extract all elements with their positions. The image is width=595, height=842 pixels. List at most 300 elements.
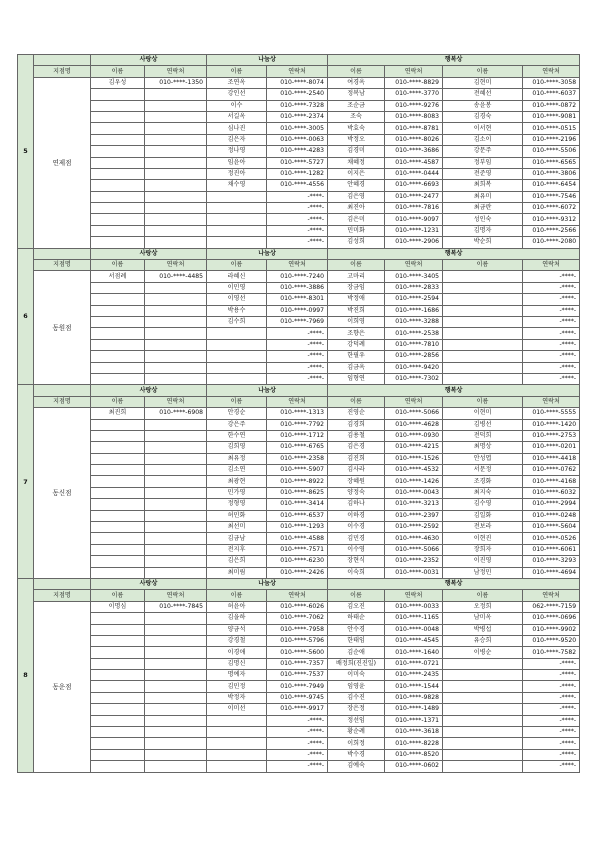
love-phone xyxy=(145,624,207,635)
love-name xyxy=(91,89,145,100)
happy-name: 이병순 xyxy=(443,647,523,658)
happy-name: 이숙희 xyxy=(328,567,385,578)
happy-name: 조경화 xyxy=(443,476,523,487)
happy-name: 장혜원 xyxy=(328,476,385,487)
table-row xyxy=(18,214,580,225)
love-phone xyxy=(145,453,207,464)
love-phone: 010-****-4485 xyxy=(145,271,207,282)
column-header: 연락처 xyxy=(145,590,207,601)
share-phone: 010-****-6765 xyxy=(267,442,328,453)
love-name xyxy=(91,339,145,350)
share-name: 강은주 xyxy=(207,419,267,430)
love-name xyxy=(91,749,145,760)
happy-phone: 010-****-3058 xyxy=(523,77,580,88)
group-header-row xyxy=(18,578,580,589)
happy-name: 이현진 xyxy=(443,533,523,544)
love-name xyxy=(91,613,145,624)
share-name xyxy=(207,761,267,772)
column-header: 이름 xyxy=(443,260,523,271)
happy-phone: 010-****-4630 xyxy=(385,533,443,544)
love-phone xyxy=(145,567,207,578)
love-name xyxy=(91,522,145,533)
love-name xyxy=(91,294,145,305)
love-phone xyxy=(145,749,207,760)
happy-phone: -****- xyxy=(523,294,580,305)
table-row xyxy=(18,692,580,703)
column-header: 연락처 xyxy=(523,396,580,407)
love-phone xyxy=(145,419,207,430)
happy-phone: 010-****-0248 xyxy=(523,510,580,521)
group-header-happy: 행복상 xyxy=(328,248,580,259)
love-phone xyxy=(145,635,207,646)
love-name xyxy=(91,510,145,521)
happy-name: 김사라 xyxy=(328,465,385,476)
happy-name: 남미옥 xyxy=(443,613,523,624)
happy-phone: 010-****-8781 xyxy=(385,123,443,134)
happy-phone: 010-****-7546 xyxy=(523,191,580,202)
share-phone: -****- xyxy=(267,203,328,214)
share-name: 김수희 xyxy=(207,316,267,327)
happy-phone: -****- xyxy=(523,271,580,282)
table-row xyxy=(18,658,580,669)
group-header-share: 나눔상 xyxy=(207,578,328,589)
happy-phone: 010-****-2753 xyxy=(523,430,580,441)
happy-name xyxy=(443,670,523,681)
happy-phone: 010-****-1426 xyxy=(385,476,443,487)
happy-name: 정선임 xyxy=(328,715,385,726)
share-phone: 010-****-3005 xyxy=(267,123,328,134)
love-phone xyxy=(145,134,207,145)
love-name xyxy=(91,111,145,122)
share-name: 김은자 xyxy=(207,134,267,145)
happy-phone: 010-****-3770 xyxy=(385,89,443,100)
share-phone: 010-****-0997 xyxy=(267,305,328,316)
share-phone: -****- xyxy=(267,339,328,350)
happy-name: 박효숙 xyxy=(328,123,385,134)
share-name: 김금남 xyxy=(207,533,267,544)
share-name: 명예자 xyxy=(207,670,267,681)
love-phone xyxy=(145,465,207,476)
happy-name: 김은미 xyxy=(328,214,385,225)
happy-phone: 010-****-6037 xyxy=(523,89,580,100)
group-header-love: 사랑상 xyxy=(91,55,207,66)
group-header-love: 사랑상 xyxy=(91,248,207,259)
table-row xyxy=(18,419,580,430)
love-name xyxy=(91,487,145,498)
happy-phone: -****- xyxy=(523,715,580,726)
happy-name: 전보라 xyxy=(443,522,523,533)
happy-name: 조순금 xyxy=(328,100,385,111)
table-row xyxy=(18,613,580,624)
happy-phone: 010-****-6565 xyxy=(523,157,580,168)
group-header-row xyxy=(18,248,580,259)
column-header: 연락처 xyxy=(145,260,207,271)
share-name xyxy=(207,362,267,373)
love-name: 최진희 xyxy=(91,408,145,419)
share-name xyxy=(207,727,267,738)
table-row xyxy=(18,237,580,248)
happy-phone: 010-****-0721 xyxy=(385,658,443,669)
share-phone: -****- xyxy=(267,362,328,373)
love-name xyxy=(91,704,145,715)
happy-phone: 010-****-9081 xyxy=(523,111,580,122)
share-name: 허윤아 xyxy=(207,601,267,612)
happy-name: 이진영 xyxy=(443,556,523,567)
share-name: 허민화 xyxy=(207,510,267,521)
table-row xyxy=(18,465,580,476)
love-name xyxy=(91,658,145,669)
share-phone: 010-****-5727 xyxy=(267,157,328,168)
happy-phone: 010-****-0444 xyxy=(385,168,443,179)
happy-phone: 010-****-2594 xyxy=(385,294,443,305)
share-name: 조연옥 xyxy=(207,77,267,88)
love-phone xyxy=(145,487,207,498)
share-phone: 010-****-7792 xyxy=(267,419,328,430)
happy-name: 이미숙 xyxy=(328,670,385,681)
love-name xyxy=(91,567,145,578)
happy-name: 김소이 xyxy=(443,134,523,145)
table-row xyxy=(18,168,580,179)
column-header: 연락처 xyxy=(267,66,328,77)
happy-phone: 010-****-7582 xyxy=(523,647,580,658)
happy-name: 최유미 xyxy=(443,191,523,202)
share-phone: -****- xyxy=(267,727,328,738)
happy-phone: -****- xyxy=(523,282,580,293)
happy-phone: 010-****-1686 xyxy=(385,305,443,316)
column-header: 연락처 xyxy=(267,396,328,407)
happy-name: 정복남 xyxy=(328,89,385,100)
happy-phone: 010-****-8228 xyxy=(385,738,443,749)
column-header: 이름 xyxy=(207,66,267,77)
happy-name: 조숙 xyxy=(328,111,385,122)
happy-name: 김금옥 xyxy=(328,362,385,373)
branch-name: 동운점 xyxy=(34,601,91,772)
table-row xyxy=(18,738,580,749)
happy-name: 고마리 xyxy=(328,271,385,282)
happy-name: 채혜정 xyxy=(328,157,385,168)
happy-phone: 010-****-0201 xyxy=(523,442,580,453)
share-phone: 010-****-5600 xyxy=(267,647,328,658)
share-phone: 010-****-7571 xyxy=(267,544,328,555)
group-header-share: 나눔상 xyxy=(207,248,328,259)
share-phone: 010-****-6537 xyxy=(267,510,328,521)
table-row xyxy=(18,180,580,191)
happy-name xyxy=(443,715,523,726)
happy-name xyxy=(443,282,523,293)
happy-name: 남정민 xyxy=(443,567,523,578)
share-phone: 010-****-7062 xyxy=(267,613,328,624)
happy-name: 박순희 xyxy=(443,237,523,248)
table-row xyxy=(18,408,580,419)
happy-phone: -****- xyxy=(523,749,580,760)
share-name: 채수영 xyxy=(207,180,267,191)
love-name xyxy=(91,168,145,179)
happy-name: 장금임 xyxy=(328,282,385,293)
happy-name: 이하경 xyxy=(328,510,385,521)
love-name xyxy=(91,453,145,464)
share-phone: -****- xyxy=(267,351,328,362)
happy-name: 최지숙 xyxy=(443,487,523,498)
happy-name: 임영윤 xyxy=(328,681,385,692)
love-name xyxy=(91,647,145,658)
happy-phone: 010-****-9420 xyxy=(385,362,443,373)
table-row xyxy=(18,146,580,157)
column-header: 연락처 xyxy=(385,66,443,77)
group-header-love: 사랑상 xyxy=(91,385,207,396)
share-phone: 010-****-7969 xyxy=(267,316,328,327)
love-name xyxy=(91,362,145,373)
table-row xyxy=(18,601,580,612)
group-header-love: 사랑상 xyxy=(91,578,207,589)
happy-phone: 010-****-5066 xyxy=(385,544,443,555)
love-name xyxy=(91,225,145,236)
happy-phone: 010-****-1526 xyxy=(385,453,443,464)
share-name: 정나영 xyxy=(207,146,267,157)
happy-name: 김일화 xyxy=(443,510,523,521)
section-number: 7 xyxy=(18,385,34,579)
column-header: 이름 xyxy=(443,396,523,407)
table-row xyxy=(18,704,580,715)
share-phone: 010-****-5796 xyxy=(267,635,328,646)
happy-name: 김수진 xyxy=(328,692,385,703)
happy-phone: 010-****-2435 xyxy=(385,670,443,681)
column-header: 지점명 xyxy=(34,590,91,601)
happy-name: 최금란 xyxy=(443,203,523,214)
share-name: 김은희 xyxy=(207,556,267,567)
happy-phone: 010-****-6061 xyxy=(523,544,580,555)
column-header: 지점명 xyxy=(34,260,91,271)
happy-phone: 010-****-5066 xyxy=(385,408,443,419)
table-row xyxy=(18,522,580,533)
love-phone xyxy=(145,613,207,624)
group-header-row xyxy=(18,385,580,396)
table-row xyxy=(18,727,580,738)
column-header: 이름 xyxy=(443,66,523,77)
column-header: 연락처 xyxy=(523,66,580,77)
love-name xyxy=(91,761,145,772)
table-row xyxy=(18,544,580,555)
happy-name: 성인숙 xyxy=(443,214,523,225)
share-phone: 010-****-6230 xyxy=(267,556,328,567)
happy-name: 조향은 xyxy=(328,328,385,339)
happy-name: 전준영 xyxy=(443,168,523,179)
column-header: 이름 xyxy=(328,66,385,77)
happy-phone: -****- xyxy=(523,692,580,703)
happy-name: 김성희 xyxy=(328,237,385,248)
love-phone xyxy=(145,203,207,214)
column-header-row xyxy=(18,590,580,601)
share-name: 박정자 xyxy=(207,692,267,703)
share-phone: 010-****-1293 xyxy=(267,522,328,533)
column-header: 이름 xyxy=(91,590,145,601)
love-name xyxy=(91,738,145,749)
happy-phone: 010-****-0515 xyxy=(523,123,580,134)
award-contact-list xyxy=(17,54,580,773)
share-phone: -****- xyxy=(267,191,328,202)
love-phone: 010-****-7845 xyxy=(145,601,207,612)
love-phone xyxy=(145,328,207,339)
share-phone: -****- xyxy=(267,715,328,726)
happy-name: 전혜선 xyxy=(443,89,523,100)
table-row xyxy=(18,362,580,373)
happy-name: 최희복 xyxy=(443,180,523,191)
share-name xyxy=(207,715,267,726)
happy-name: 장희자 xyxy=(443,544,523,555)
table-row xyxy=(18,499,580,510)
love-name xyxy=(91,123,145,134)
table-row xyxy=(18,681,580,692)
happy-name: 여경옥 xyxy=(328,77,385,88)
love-phone xyxy=(145,727,207,738)
happy-name: 안성엽 xyxy=(443,453,523,464)
column-header: 이름 xyxy=(328,396,385,407)
table-row xyxy=(18,77,580,88)
happy-phone: 010-****-2477 xyxy=(385,191,443,202)
happy-name: 이현미 xyxy=(443,408,523,419)
happy-phone: 010-****-4215 xyxy=(385,442,443,453)
share-phone: 010-****-4283 xyxy=(267,146,328,157)
happy-phone: 010-****-3213 xyxy=(385,499,443,510)
happy-name: 김오진 xyxy=(328,601,385,612)
love-phone xyxy=(145,442,207,453)
share-name: 전지후 xyxy=(207,544,267,555)
table-row xyxy=(18,134,580,145)
happy-phone: 010-****-9902 xyxy=(523,624,580,635)
share-name xyxy=(207,351,267,362)
happy-phone: 010-****-0762 xyxy=(523,465,580,476)
happy-name: 이희영 xyxy=(328,316,385,327)
share-name: 서길옥 xyxy=(207,111,267,122)
love-name xyxy=(91,533,145,544)
love-name xyxy=(91,305,145,316)
love-name xyxy=(91,419,145,430)
happy-name: 김현미 xyxy=(443,77,523,88)
share-name: 임윤아 xyxy=(207,157,267,168)
happy-name: 이지은 xyxy=(328,168,385,179)
happy-name: 장현식 xyxy=(328,556,385,567)
happy-name: 최진아 xyxy=(328,203,385,214)
love-phone xyxy=(145,157,207,168)
love-name xyxy=(91,544,145,555)
happy-name: 김진희 xyxy=(328,453,385,464)
share-phone: -****- xyxy=(267,738,328,749)
table-row xyxy=(18,453,580,464)
share-phone: 010-****-8922 xyxy=(267,476,328,487)
happy-phone: 010-****-2592 xyxy=(385,522,443,533)
love-phone xyxy=(145,692,207,703)
happy-phone: 010-****-4628 xyxy=(385,419,443,430)
happy-phone: 010-****-5604 xyxy=(523,522,580,533)
share-phone: 010-****-9917 xyxy=(267,704,328,715)
happy-name: 강덕례 xyxy=(328,339,385,350)
branch-name: 동신점 xyxy=(34,408,91,579)
happy-phone: 010-****-0602 xyxy=(385,761,443,772)
happy-phone: -****- xyxy=(523,305,580,316)
share-phone: -****- xyxy=(267,373,328,384)
column-header: 이름 xyxy=(207,396,267,407)
share-phone: 010-****-4556 xyxy=(267,180,328,191)
group-header-happy: 행복상 xyxy=(328,55,580,66)
column-header: 연락처 xyxy=(385,260,443,271)
column-header: 연락처 xyxy=(267,260,328,271)
happy-phone: -****- xyxy=(523,761,580,772)
love-phone xyxy=(145,738,207,749)
section-number: 6 xyxy=(18,248,34,385)
header-blank xyxy=(34,578,91,589)
happy-phone: 010-****-2538 xyxy=(385,328,443,339)
love-name xyxy=(91,465,145,476)
love-phone xyxy=(145,89,207,100)
happy-name: 강문주 xyxy=(443,146,523,157)
love-name xyxy=(91,727,145,738)
happy-name: 오정희 xyxy=(443,601,523,612)
happy-phone: 010-****-4694 xyxy=(523,567,580,578)
happy-name: 김병선 xyxy=(443,419,523,430)
happy-phone: 010-****-1420 xyxy=(523,419,580,430)
love-phone xyxy=(145,111,207,122)
happy-name xyxy=(443,761,523,772)
share-name xyxy=(207,738,267,749)
share-phone: 010-****-0063 xyxy=(267,134,328,145)
share-name xyxy=(207,214,267,225)
love-phone xyxy=(145,100,207,111)
contact-table xyxy=(17,54,580,773)
share-name: 민가영 xyxy=(207,487,267,498)
column-header: 연락처 xyxy=(385,590,443,601)
love-phone xyxy=(145,715,207,726)
happy-phone: 010-****-3405 xyxy=(385,271,443,282)
happy-phone: 010-****-2994 xyxy=(523,499,580,510)
happy-name: 전덕희 xyxy=(443,430,523,441)
happy-name: 서문정 xyxy=(443,465,523,476)
love-name xyxy=(91,282,145,293)
share-name: 정형영 xyxy=(207,499,267,510)
happy-phone: -****- xyxy=(523,328,580,339)
share-name: 최광현 xyxy=(207,476,267,487)
happy-phone: 010-****-0930 xyxy=(385,430,443,441)
happy-name xyxy=(443,658,523,669)
share-phone: -****- xyxy=(267,237,328,248)
love-phone xyxy=(145,316,207,327)
love-phone xyxy=(145,305,207,316)
happy-phone: 010-****-5506 xyxy=(523,146,580,157)
table-row xyxy=(18,442,580,453)
love-name xyxy=(91,670,145,681)
happy-phone: 062-****-7159 xyxy=(523,601,580,612)
love-name xyxy=(91,715,145,726)
happy-phone: 010-****-9828 xyxy=(385,692,443,703)
column-header: 이름 xyxy=(443,590,523,601)
love-name xyxy=(91,373,145,384)
happy-name xyxy=(443,681,523,692)
love-phone xyxy=(145,214,207,225)
column-header: 지점명 xyxy=(34,396,91,407)
happy-phone: 010-****-4168 xyxy=(523,476,580,487)
happy-phone: -****- xyxy=(523,704,580,715)
table-row xyxy=(18,487,580,498)
share-phone: -****- xyxy=(267,225,328,236)
share-name: 이수 xyxy=(207,100,267,111)
happy-name: 박정애 xyxy=(328,294,385,305)
love-name xyxy=(91,146,145,157)
happy-name: 유승희 xyxy=(443,635,523,646)
happy-phone: 010-****-8083 xyxy=(385,111,443,122)
section-number: 8 xyxy=(18,578,34,772)
share-phone: 010-****-7958 xyxy=(267,624,328,635)
happy-name: 김민경 xyxy=(328,533,385,544)
happy-name: 한태임 xyxy=(328,635,385,646)
happy-phone: 010-****-5555 xyxy=(523,408,580,419)
